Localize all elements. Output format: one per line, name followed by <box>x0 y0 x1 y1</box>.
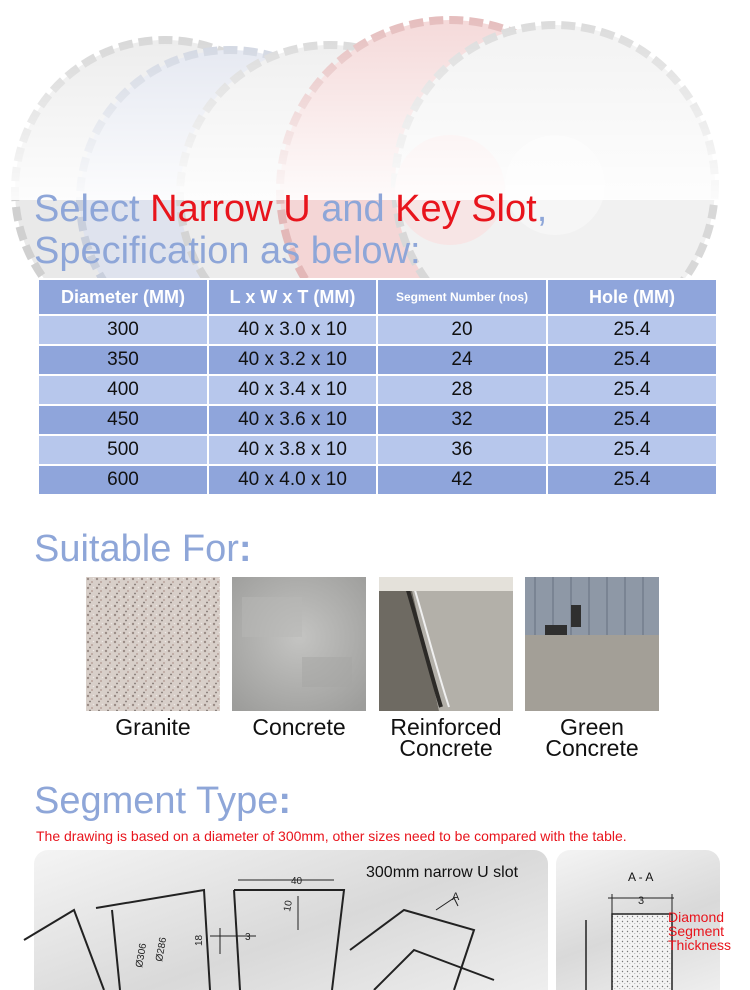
detail-width: 3 <box>638 895 645 907</box>
table-row <box>38 315 717 345</box>
table-row <box>38 345 717 375</box>
green-concrete-image <box>525 577 659 711</box>
cell-diameter: 450 <box>38 405 208 435</box>
heading-narrow-u: Narrow U <box>150 188 311 230</box>
page-heading <box>34 188 547 272</box>
cell-dimensions: 40 x 3.6 x 10 <box>208 405 377 435</box>
green-concrete-label: Green Concrete <box>545 714 639 761</box>
dim-d286: Ø286 <box>154 936 170 963</box>
cell-segments: 20 <box>377 315 547 345</box>
material-reinforced-concrete <box>376 577 516 759</box>
cell-hole: 25.4 <box>547 345 717 375</box>
cell-dimensions: 40 x 3.4 x 10 <box>208 375 377 405</box>
cell-segments: 36 <box>377 435 547 465</box>
detail-title: A - A <box>628 870 654 884</box>
cell-dimensions: 40 x 3.8 x 10 <box>208 435 377 465</box>
heading-line2: Specification as below: <box>34 230 421 272</box>
segment-drawing <box>34 850 548 990</box>
heading-and: and <box>310 188 396 230</box>
segment-type-title: Segment Type: <box>34 780 292 822</box>
table-row <box>38 465 717 495</box>
specification-table <box>37 278 718 496</box>
suitable-for-title: Suitable For: <box>34 528 252 570</box>
material-concrete <box>229 577 369 738</box>
cell-hole: 25.4 <box>547 375 717 405</box>
material-granite <box>83 577 223 738</box>
heading-key-slot: Key Slot <box>395 188 537 230</box>
cell-segments: 32 <box>377 405 547 435</box>
cell-segments: 28 <box>377 375 547 405</box>
material-green-concrete <box>522 577 662 759</box>
reinforced-concrete-label: Reinforced Concrete <box>390 714 502 761</box>
drawing-title: 300mm narrow U slot <box>366 864 519 881</box>
concrete-image <box>232 577 366 711</box>
dim-length: 40 <box>291 876 303 887</box>
header-diameter: Diameter (MM) <box>38 279 208 315</box>
table-row <box>38 405 717 435</box>
cell-diameter: 400 <box>38 375 208 405</box>
cell-hole: 25.4 <box>547 405 717 435</box>
granite-label: Granite <box>115 714 191 740</box>
cell-diameter: 600 <box>38 465 208 495</box>
heading-comma: , <box>536 188 548 230</box>
granite-image <box>86 577 220 711</box>
header-segment-number: Segment Number (nos) <box>377 279 547 315</box>
hero-blades-image <box>0 0 750 200</box>
cell-hole: 25.4 <box>547 435 717 465</box>
section-marker: A <box>452 891 460 903</box>
table-header-row <box>38 279 717 315</box>
table-row <box>38 435 717 465</box>
segment-drawing-panel <box>34 850 548 990</box>
segment-detail-panel <box>556 850 732 990</box>
header-hole: Hole (MM) <box>547 279 717 315</box>
concrete-label: Concrete <box>252 714 346 740</box>
table-row <box>38 375 717 405</box>
cell-dimensions: 40 x 3.0 x 10 <box>208 315 377 345</box>
cell-dimensions: 40 x 4.0 x 10 <box>208 465 377 495</box>
cell-diameter: 350 <box>38 345 208 375</box>
dim-d306: Ø306 <box>134 942 150 969</box>
cell-hole: 25.4 <box>547 465 717 495</box>
cell-hole: 25.4 <box>547 315 717 345</box>
cell-segments: 24 <box>377 345 547 375</box>
cell-diameter: 500 <box>38 435 208 465</box>
heading-select: Select <box>34 188 151 230</box>
drawing-note: The drawing is based on a diameter of 300mm, other sizes need to be compared with the table. <box>36 828 627 844</box>
cell-dimensions: 40 x 3.2 x 10 <box>208 345 377 375</box>
dim-depth: 18 <box>194 934 205 946</box>
dim-slot: 3 <box>245 932 251 943</box>
reinforced-concrete-image <box>379 577 513 711</box>
dim-height: 10 <box>282 899 295 913</box>
cell-segments: 42 <box>377 465 547 495</box>
header-dimensions: L x W x T (MM) <box>208 279 377 315</box>
cell-diameter: 300 <box>38 315 208 345</box>
detail-label: Diamond Segment Thickness <box>668 909 732 953</box>
